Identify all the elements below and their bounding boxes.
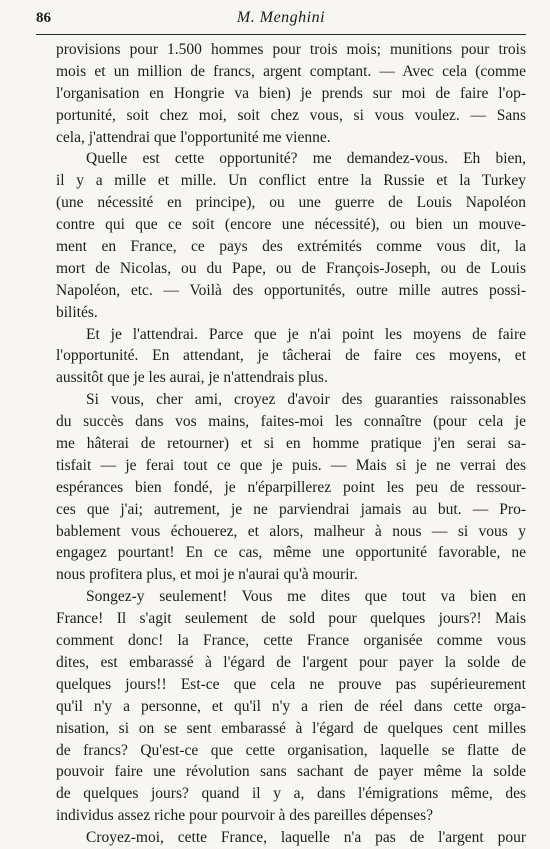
text-line: ces que j'ai; autrement, je ne parviendrai jamais au but. — Pro- xyxy=(56,500,526,518)
text-line: tisfait — je ferai tout ce que je puis. — Mais si je ne verrai des xyxy=(56,456,526,474)
text-line: l'organisation en Hongrie va bien) je prends sur moi de faire l'op- xyxy=(56,84,526,102)
text-line: nous profitera plus, et moi je n'aurai qu'à mourir. xyxy=(56,566,358,584)
text-line: pouvoir faire une révolution sans sachant de payer même la solde xyxy=(56,763,526,781)
text-line: du succès dans vos mains, faites-moi les connaître (pour cela je xyxy=(56,413,526,431)
text-line: Si vous, cher ami, croyez d'avoir des guaranties raissonables xyxy=(86,391,526,409)
text-line: qu'il n'y a personne, et qu'il n'y a rien de réel dans cette orga- xyxy=(56,697,526,715)
text-line: mort de Nicolas, ou du Pape, ou de François-Joseph, ou de Louis xyxy=(56,259,526,277)
text-line: de quelques jours? quand il y a, dans l'émigrations même, des xyxy=(56,785,526,803)
text-line: cela, j'attendrai que l'opportunité me vienne. xyxy=(56,128,331,146)
text-line: de francs? Qu'est-ce que cette organisation, laquelle se flatte de xyxy=(56,741,526,759)
text-line: l'opportunité. En attendant, je tâcherai de faire ces moyens, et xyxy=(56,347,526,365)
text-line: Napoléon, etc. — Voilà des opportunités, outre mille autres possi- xyxy=(56,281,526,299)
text-line: dites, est embarassé à l'égard de l'argent pour payer la solde de xyxy=(56,653,526,671)
text-line: (une nécessité en principe), ou une guerre de Louis Napoléon xyxy=(56,194,526,212)
text-line: nisation, si on se sent embarassé à l'égard de quelques cent milles xyxy=(56,719,526,737)
text-line: Croyez-moi, cette France, laquelle n'a pas de l'argent pour xyxy=(86,829,526,847)
text-line: France! Il s'agit seulement de sold pour quelques jours?! Mais xyxy=(56,610,526,628)
text-line: bilités. xyxy=(56,303,98,321)
text-line: comment donc! la France, cette France organisée comme vous xyxy=(56,632,526,650)
text-line: bablement vous échouerez, et alors, malheur à nous — si vous y xyxy=(56,522,526,540)
text-line: me hâterai de retourner) et si en homme pratique j'en serai sa- xyxy=(56,435,526,453)
text-line: quelques jours!! Est-ce que cela ne prouve pas supérieurement xyxy=(56,675,526,693)
text-line: portunité, soit chez moi, soit chez vous, si vous voulez. — Sans xyxy=(56,106,526,124)
body-text xyxy=(56,39,526,849)
text-line: individus assez riche pour pourvoir à des pareilles dépenses? xyxy=(56,807,434,825)
text-line: provisions pour 1.500 hommes pour trois mois; munitions pour trois xyxy=(56,41,526,58)
text-line: espérances bien fondé, je n'éparpillerez point les peu de ressour- xyxy=(56,478,526,496)
running-head: M. Menghini xyxy=(236,9,326,26)
text-line: mois et un million de francs, argent comptant. — Avec cela (comme xyxy=(56,62,526,80)
text-line: engagez pourtant! En ce cas, même une opportunité favorable, ne xyxy=(56,544,526,562)
text-line: Songez-y seulement! Vous me dites que tout va bien en xyxy=(86,588,526,606)
page-header xyxy=(36,2,526,35)
text-line: Et je l'attendrai. Parce que je n'ai point les moyens de faire xyxy=(86,325,526,343)
page-number: 86 xyxy=(36,10,51,26)
text-line: Quelle est cette opportunité? me demandez-vous. Eh bien, xyxy=(86,150,526,168)
text-line: ment en France, ce pays des extrémités comme vous dit, la xyxy=(56,238,526,256)
text-line: contre qui que ce soit (encore une nécessité), ou bien un mouve- xyxy=(56,216,526,234)
text-line: il y a mille et mille. Un conflict entre la Russie et la Turkey xyxy=(56,172,526,190)
text-line: aussitôt que je les aurai, je n'attendrais plus. xyxy=(56,369,328,387)
